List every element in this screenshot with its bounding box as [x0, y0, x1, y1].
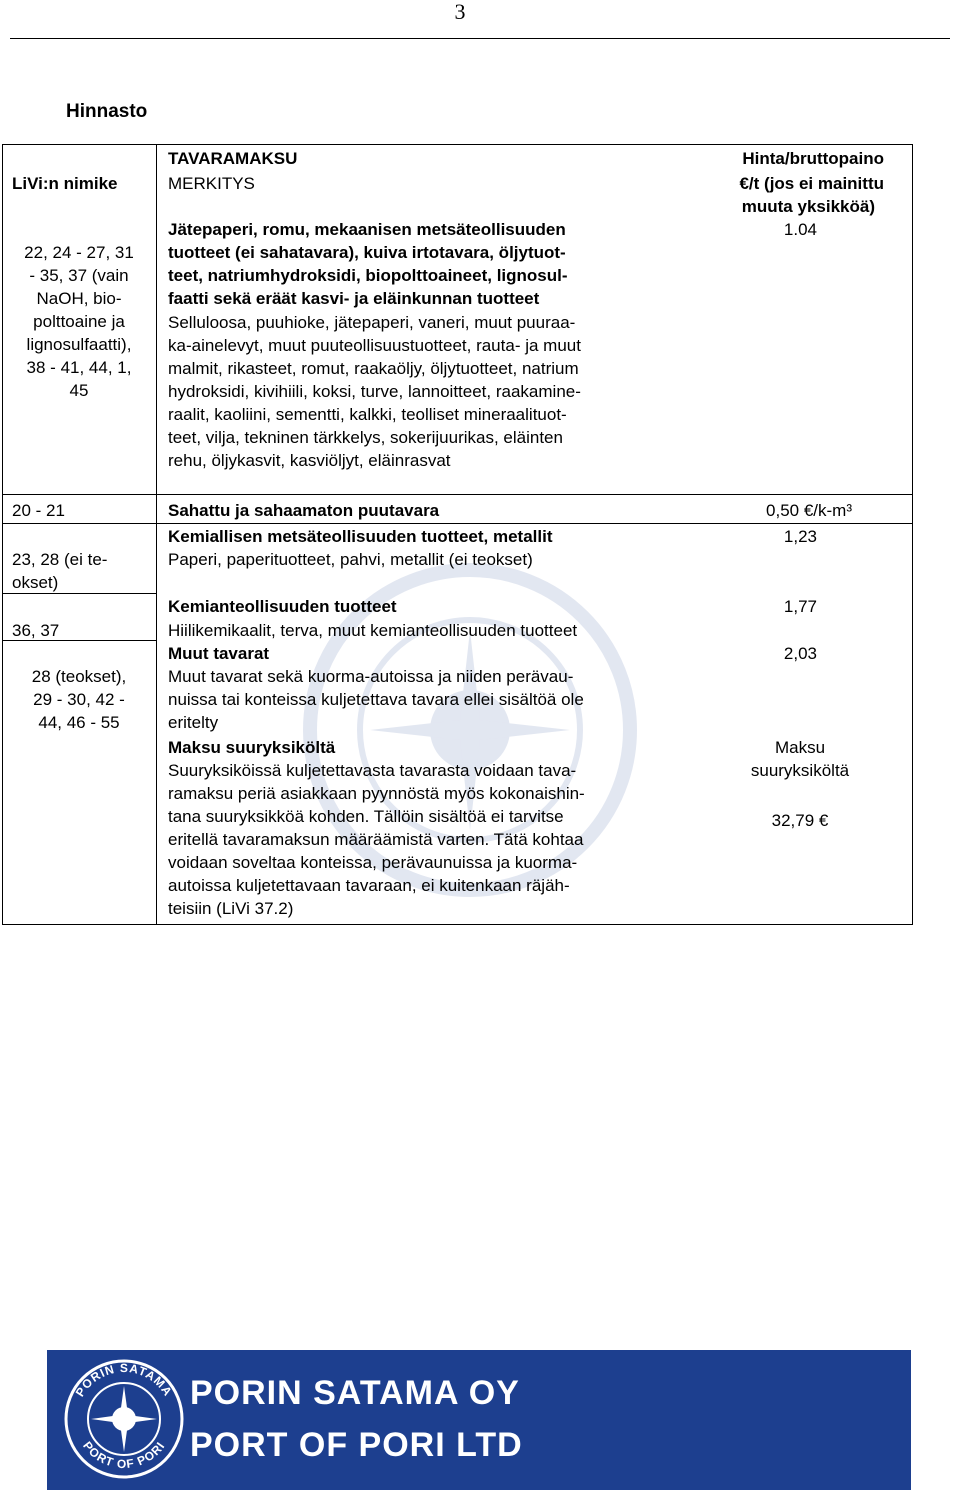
row4-codes: 36, 37: [12, 621, 60, 640]
row3-codes: 23, 28 (ei te- okset): [12, 550, 108, 592]
row1-price: 1.04: [783, 220, 817, 239]
col-price-title: Hinta/bruttopaino: [742, 149, 884, 168]
page-heading: Hinnasto: [66, 101, 148, 122]
emblem-top-text: PORIN SATAMA: [72, 1360, 176, 1400]
header-rule: [10, 38, 950, 39]
row6-price-label: Maksu suuryksiköltä: [750, 738, 850, 780]
col-price-unit-note: muuta yksikköä): [741, 197, 875, 216]
row2-price: 0,50 €/k-m³: [766, 501, 852, 520]
row1-codes: 22, 24 - 27, 31 - 35, 37 (vain NaOH, bio- polttoaine ja lignosulfaatti), 38 - 41, 44, 1, 45: [24, 243, 134, 400]
row2-codes: 20 - 21: [12, 501, 65, 520]
row3-description: Paperi, paperituotteet, pahvi, metallit (ei teokset): [168, 550, 533, 569]
row5-codes: 28 (teokset), 29 - 30, 42 - 44, 46 - 55: [31, 667, 127, 732]
row6-description: Suuryksiköissä kuljetettavasta tavarasta voidaan tava- ramaksu periä asiakkaan pyynnöstä myös kokonaishin- tana suuryksikköä kohden. Tällöin sisältöä ei tarvitse eritellä tavaramaksun määräämistä varten. Tätä kohtaa voidaan soveltaa konteissa, perävaunuissa ja kuorma- autoissa kuljetettavaan tavaraan, ei kuitenkaan räjäh- teisiin (LiVi 37.2): [168, 761, 585, 918]
logo-company-name-fi: PORIN SATAMA OY: [190, 1374, 520, 1412]
emblem-bottom-text: PORT OF PORI: [80, 1438, 168, 1472]
col-goods-fee-title: TAVARAMAKSU: [168, 149, 298, 168]
col-livi-title: LiVi:n nimike: [12, 174, 118, 193]
port-emblem-icon: [63, 1358, 185, 1480]
row5-title: Muut tavarat: [168, 644, 270, 663]
row4-description: Hiilikemikaalit, terva, muut kemianteollisuuden tuotteet: [168, 621, 578, 640]
col-meaning-subtitle: MERKITYS: [168, 174, 255, 193]
row1-description: Selluloosa, puuhioke, jätepaperi, vaneri, muut puuraa- ka-ainelevyt, muut puuteollisuustuotteet, rauta- ja muut malmit, rikasteet, romut, raakaöljy, öljytuotteet, natrium hydroksidi, kivihiili, koksi, turve, lannoitteet, raakamine- raalit, kaoliini, sementti, kalkki, teolliset mineraalituot- teet, vilja, tekninen tärkkelys, sokerijuurikas, eläinten rehu, öljykasvit, kasviöljyt, eläinrasvat: [168, 313, 581, 470]
row2-title: Sahattu ja sahaamaton puutavara: [168, 501, 440, 520]
page-number: 3: [454, 0, 466, 24]
row6-title: Maksu suuryksiköltä: [168, 738, 336, 757]
row4-price: 1,77: [783, 597, 817, 616]
col-price-unit: €/t (jos ei mainittu: [739, 174, 884, 193]
row1-title: Jätepaperi, romu, mekaanisen metsäteollisuuden tuotteet (ei sahatavara), kuiva irtotavara, öljytuot- teet, natriumhydroksidi, biopolttoaineet, lignosul- faatti sekä eräät kasvi- ja eläinkunnan tuotteet: [168, 220, 568, 308]
row3-price: 1,23: [783, 527, 817, 546]
logo-company-name-en: PORT OF PORI LTD: [190, 1426, 523, 1464]
company-logo: [47, 1350, 911, 1490]
row6-price: 32,79 €: [771, 811, 829, 830]
row5-description: Muut tavarat sekä kuorma-autoissa ja niiden perävau- nuissa tai konteissa kuljetettava tavara ellei sisältöä ole eritelty: [168, 667, 584, 732]
row5-price: 2,03: [783, 644, 817, 663]
row4-title: Kemianteollisuuden tuotteet: [168, 597, 397, 616]
row3-title: Kemiallisen metsäteollisuuden tuotteet, metallit: [168, 527, 553, 546]
